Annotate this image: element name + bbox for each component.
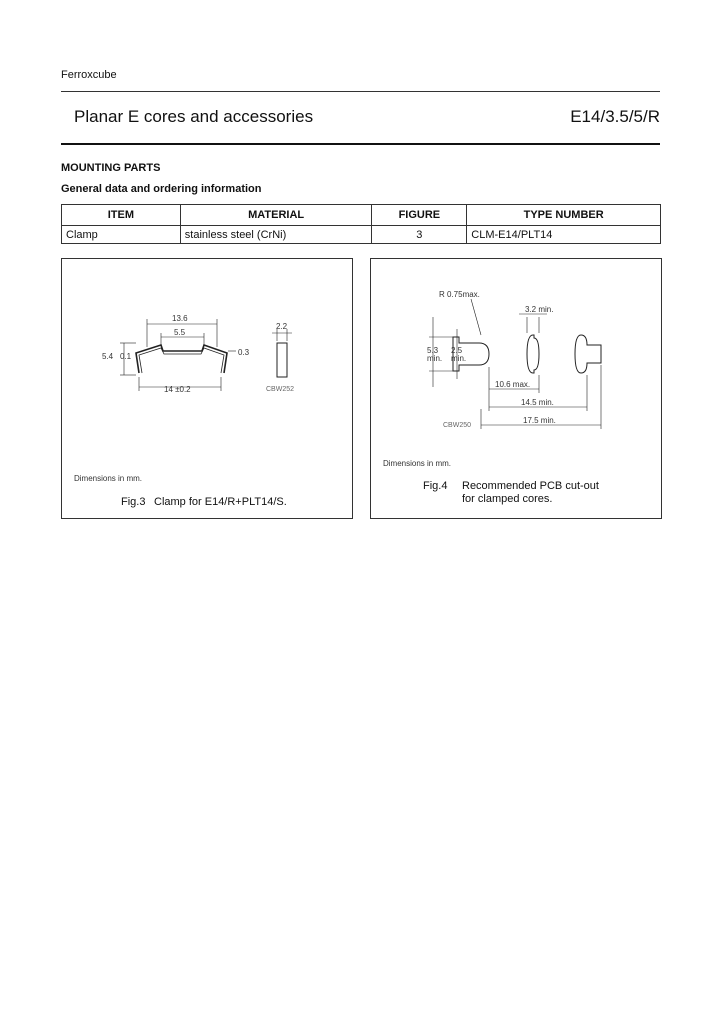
header-item: ITEM xyxy=(62,205,181,226)
dimensions-note: Dimensions in mm. xyxy=(383,459,452,468)
dim-14: 14 ±0.2 xyxy=(164,385,191,394)
page-title: Planar E cores and accessories xyxy=(74,107,314,126)
ordering-table xyxy=(61,204,661,244)
dim-10-6-max: 10.6 max. xyxy=(495,380,531,389)
dim-5-5: 5.5 xyxy=(174,328,186,337)
dim-14-5-min: 14.5 min. xyxy=(521,398,554,407)
figure-4-label: Fig.4 xyxy=(423,480,448,492)
dim-5-3-min: min. xyxy=(427,354,443,363)
dim-13-6: 13.6 xyxy=(172,314,188,323)
dim-17-5-min: 17.5 min. xyxy=(523,416,556,425)
figure-4-caption-line-1: Recommended PCB cut-out xyxy=(462,480,599,492)
dimensions-note: Dimensions in mm. xyxy=(74,474,143,483)
section-heading: MOUNTING PARTS xyxy=(61,162,161,174)
table-row xyxy=(62,226,661,244)
figure-4-box xyxy=(370,258,662,519)
dim-3-2-min: 3.2 min. xyxy=(525,305,554,314)
dim-2-5: 2.5 xyxy=(451,346,463,355)
table-header-row xyxy=(62,205,661,226)
header-material: MATERIAL xyxy=(180,205,372,226)
brand-name: Ferroxcube xyxy=(61,69,117,81)
dim-0-1: 0.1 xyxy=(120,352,132,361)
drawing-code: CBW252 xyxy=(266,386,295,393)
cell-material: stainless steel (CrNi) xyxy=(180,226,372,244)
drawing-code: CBW250 xyxy=(443,422,472,429)
figure-3-caption: Clamp for E14/R+PLT14/S. xyxy=(154,496,287,508)
header-rule xyxy=(61,91,660,92)
header-figure: FIGURE xyxy=(372,205,467,226)
section-subheading: General data and ordering information xyxy=(61,183,262,195)
dim-2-2: 2.2 xyxy=(276,322,288,331)
cell-figure: 3 xyxy=(372,226,467,244)
dim-5-3: 5.3 xyxy=(427,346,439,355)
cell-type-number: CLM-E14/PLT14 xyxy=(467,226,661,244)
dim-radius: R 0.75max. xyxy=(439,290,480,299)
figure-3-label: Fig.3 xyxy=(121,496,146,508)
cell-item: Clamp xyxy=(62,226,181,244)
figure-4-caption-line-2: for clamped cores. xyxy=(462,493,553,505)
pcb-cutout-drawing xyxy=(371,259,661,518)
product-code: E14/3.5/5/R xyxy=(570,107,660,126)
dim-5-4: 5.4 xyxy=(102,352,114,361)
clamp-drawing xyxy=(62,259,352,518)
header-type-number: TYPE NUMBER xyxy=(467,205,661,226)
dim-2-5-min: min. xyxy=(451,354,467,363)
figure-3-box xyxy=(61,258,353,519)
dim-0-3: 0.3 xyxy=(238,348,250,357)
title-rule xyxy=(61,143,660,145)
